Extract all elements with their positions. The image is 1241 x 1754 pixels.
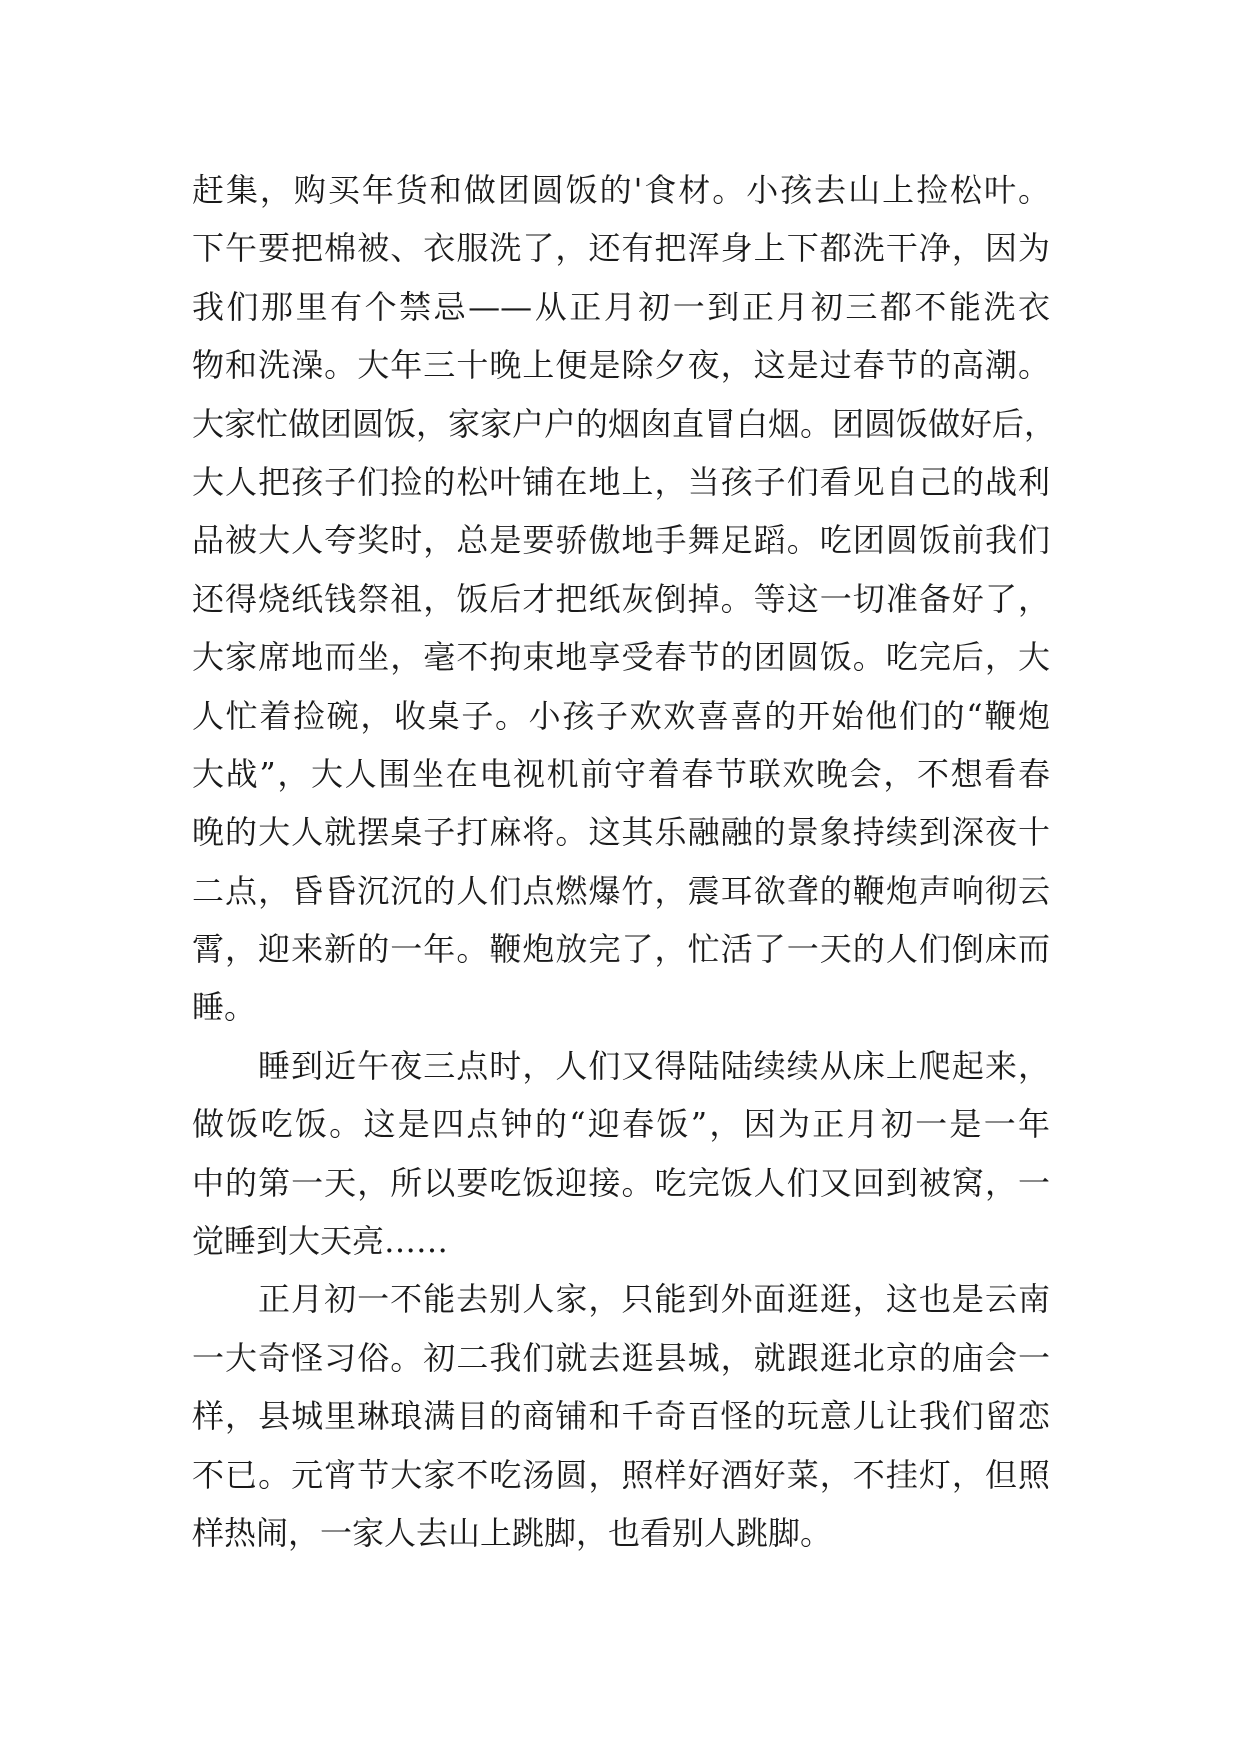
paragraph: [192, 1037, 1050, 1271]
text-line: 大家席地而坐，毫不拘束地享受春节的团圆饭。吃完后，大: [192, 638, 1050, 677]
text-line: 赶集，购买年货和做团圆饭的'食材。小孩去山上捡松叶。: [192, 171, 1050, 209]
text-line: 品被大人夸奖时，总是要骄傲地手舞足蹈。吃团圆饭前我们: [192, 521, 1050, 560]
text-line: 样，县城里琳琅满目的商铺和千奇百怪的玩意儿让我们留恋: [192, 1397, 1050, 1436]
text-line: 中的第一天，所以要吃饭迎接。吃完饭人们又回到被窝，一: [192, 1163, 1050, 1202]
text-line: 我们那里有个禁忌——从正月初一到正月初三都不能洗衣: [192, 287, 1050, 326]
text-line: 物和洗澡。大年三十晚上便是除夕夜，这是过春节的高潮。: [192, 346, 1050, 385]
text-line: 大战”，大人围坐在电视机前守着春节联欢晚会，不想看春: [192, 754, 1050, 793]
text-line: 大家忙做团圆饭，家家户户的烟囱直冒白烟。团圆饭做好后，: [192, 404, 1057, 443]
text-line: 霄，迎来新的一年。鞭炮放完了，忙活了一天的人们倒床而: [192, 930, 1050, 969]
text-line: 正月初一不能去别人家，只能到外面逛逛，这也是云南: [258, 1280, 1050, 1319]
text-line: 觉睡到大天亮……: [192, 1222, 449, 1261]
text-line: 睡。: [192, 988, 257, 1027]
text-line: 还得烧纸钱祭祖，饭后才把纸灰倒掉。等这一切准备好了，: [192, 579, 1050, 618]
paragraph: [192, 1270, 1050, 1562]
text-line: 人忙着捡碗，收桌子。小孩子欢欢喜喜的开始他们的“鞭炮: [192, 696, 1050, 735]
text-line: 下午要把棉被、衣服洗了，还有把浑身上下都洗干净，因为: [192, 229, 1050, 268]
text-line: 睡到近午夜三点时，人们又得陆陆续续从床上爬起来，: [258, 1046, 1050, 1085]
text-line: 样热闹，一家人去山上跳脚，也看别人跳脚。: [192, 1513, 833, 1552]
paragraph: [192, 161, 1057, 1037]
body-text: [192, 161, 1057, 1562]
text-line: 晚的大人就摆桌子打麻将。这其乐融融的景象持续到深夜十: [192, 813, 1050, 852]
text-line: 一大奇怪习俗。初二我们就去逛县城，就跟逛北京的庙会一: [192, 1338, 1050, 1377]
text-line: 大人把孩子们捡的松叶铺在地上，当孩子们看见自己的战利: [192, 462, 1050, 501]
text-line: 不已。元宵节大家不吃汤圆，照样好酒好菜，不挂灯，但照: [192, 1455, 1050, 1494]
text-line: 二点，昏昏沉沉的人们点燃爆竹，震耳欲聋的鞭炮声响彻云: [192, 871, 1050, 910]
text-line: 做饭吃饭。这是四点钟的“迎春饭”，因为正月初一是一年: [192, 1105, 1050, 1144]
